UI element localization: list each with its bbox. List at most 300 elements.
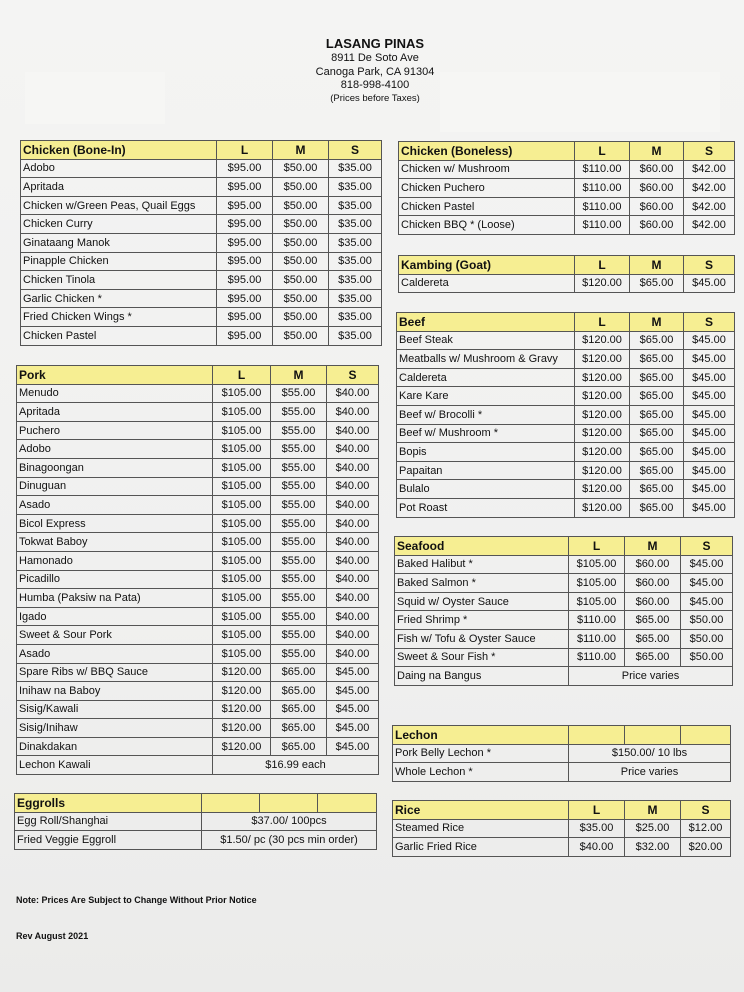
- price-large: $120.00: [213, 700, 271, 719]
- menu-item-row: [17, 551, 379, 570]
- price-medium: $50.00: [273, 326, 329, 345]
- item-name: Beef w/ Brocolli *: [397, 405, 575, 424]
- item-name: Daing na Bangus: [395, 667, 569, 686]
- price-large: $95.00: [217, 271, 273, 290]
- price-small: $40.00: [327, 626, 379, 645]
- menu-item-row: [17, 458, 379, 477]
- eggrolls-header-row: [15, 794, 377, 813]
- price-small: $45.00: [684, 461, 735, 480]
- item-name: Igado: [17, 607, 213, 626]
- price-large: $95.00: [217, 233, 273, 252]
- menu-item-row: [393, 763, 731, 782]
- item-name: Picadillo: [17, 570, 213, 589]
- menu-item-row: [395, 611, 733, 630]
- price-large: $120.00: [575, 480, 630, 499]
- menu-item-row: [21, 215, 382, 234]
- price-medium: $55.00: [271, 421, 327, 440]
- price-medium: $55.00: [271, 440, 327, 459]
- menu-item-row: [17, 589, 379, 608]
- item-name: Chicken BBQ * (Loose): [399, 216, 575, 235]
- size-medium-label: M: [630, 256, 684, 275]
- size-large-label: L: [217, 141, 273, 160]
- size-small-label: S: [684, 313, 735, 332]
- lechon-title: Lechon: [393, 726, 569, 745]
- price-medium: $50.00: [273, 215, 329, 234]
- item-name: Pinapple Chicken: [21, 252, 217, 271]
- menu-item-row: [21, 159, 382, 178]
- lechon-table: [392, 725, 731, 782]
- item-price: Price varies: [569, 763, 731, 782]
- price-large: $105.00: [213, 440, 271, 459]
- price-large: $110.00: [569, 648, 625, 667]
- item-name: Chicken Tinola: [21, 271, 217, 290]
- item-name: Kare Kare: [397, 387, 575, 406]
- menu-item-row: [395, 574, 733, 593]
- price-medium: $65.00: [630, 424, 684, 443]
- price-small: $40.00: [327, 514, 379, 533]
- price-medium: $55.00: [271, 384, 327, 403]
- menu-item-row: [21, 252, 382, 271]
- menu-item-row: [393, 838, 731, 857]
- menu-item-row: [17, 737, 379, 756]
- item-name: Caldereta: [397, 368, 575, 387]
- price-small: $42.00: [684, 216, 735, 235]
- size-medium-label: M: [630, 313, 684, 332]
- price-large: $120.00: [575, 498, 630, 517]
- item-name: Adobo: [17, 440, 213, 459]
- size-large-label: L: [213, 366, 271, 385]
- restaurant-name: LASANG PINAS: [325, 36, 425, 51]
- price-small: $35.00: [329, 289, 382, 308]
- pork-title: Pork: [17, 366, 213, 385]
- price-small: $35.00: [329, 196, 382, 215]
- price-small: $45.00: [684, 368, 735, 387]
- price-large: $110.00: [575, 160, 630, 179]
- seafood-title: Seafood: [395, 537, 569, 556]
- price-medium: $32.00: [625, 838, 681, 857]
- price-small: $45.00: [681, 555, 733, 574]
- item-name: Humba (Paksiw na Pata): [17, 589, 213, 608]
- price-large: $110.00: [569, 629, 625, 648]
- price-small: $45.00: [684, 387, 735, 406]
- price-medium: $55.00: [271, 626, 327, 645]
- price-medium: $55.00: [271, 570, 327, 589]
- menu-item-row: [21, 326, 382, 345]
- price-large: $35.00: [569, 819, 625, 838]
- price-medium: $65.00: [630, 461, 684, 480]
- lechon-header-row: [393, 726, 731, 745]
- price-large: $105.00: [213, 644, 271, 663]
- price-large: $95.00: [217, 159, 273, 178]
- price-large: $105.00: [213, 477, 271, 496]
- price-small: $45.00: [684, 480, 735, 499]
- menu-item-row: [395, 592, 733, 611]
- eggrolls-table: [14, 793, 377, 850]
- menu-item-row: [17, 514, 379, 533]
- item-name: Tokwat Baboy: [17, 533, 213, 552]
- size-large-label: L: [575, 142, 630, 161]
- price-large: $105.00: [213, 403, 271, 422]
- menu-item-row: [21, 271, 382, 290]
- item-name: Baked Salmon *: [395, 574, 569, 593]
- price-medium: $60.00: [630, 160, 684, 179]
- item-name: Lechon Kawali: [17, 756, 213, 775]
- price-small: $35.00: [329, 252, 382, 271]
- item-name: Whole Lechon *: [393, 763, 569, 782]
- seafood-table: [394, 536, 733, 686]
- price-medium: $60.00: [630, 179, 684, 198]
- item-price: $150.00/ 10 lbs: [569, 744, 731, 763]
- item-name: Bicol Express: [17, 514, 213, 533]
- price-small: $35.00: [329, 215, 382, 234]
- price-large: $105.00: [213, 626, 271, 645]
- rice-title: Rice: [393, 801, 569, 820]
- item-name: Steamed Rice: [393, 819, 569, 838]
- price-small: $40.00: [327, 644, 379, 663]
- size-large-label: L: [575, 256, 630, 275]
- price-large: $105.00: [213, 458, 271, 477]
- price-medium: $65.00: [625, 648, 681, 667]
- item-name: Asado: [17, 644, 213, 663]
- menu-item-row: [15, 831, 377, 850]
- price-small: $45.00: [327, 719, 379, 738]
- price-large: $105.00: [213, 384, 271, 403]
- price-medium: $60.00: [625, 592, 681, 611]
- size-large-label: L: [575, 313, 630, 332]
- menu-item-row: [17, 626, 379, 645]
- price-medium: $55.00: [271, 551, 327, 570]
- price-medium: $65.00: [271, 663, 327, 682]
- pork-header-row: [17, 366, 379, 385]
- item-name: Beef w/ Mushroom *: [397, 424, 575, 443]
- price-large: $120.00: [575, 331, 630, 350]
- size-medium-label: M: [271, 366, 327, 385]
- item-name: Dinuguan: [17, 477, 213, 496]
- phone-number: 818-998-4100: [340, 79, 410, 91]
- price-change-note: Note: Prices Are Subject to Change Without Prior Notice: [16, 895, 257, 905]
- item-name: Spare Ribs w/ BBQ Sauce: [17, 663, 213, 682]
- item-name: Hamonado: [17, 551, 213, 570]
- tax-note: (Prices before Taxes): [330, 92, 420, 104]
- price-small: $45.00: [327, 700, 379, 719]
- item-name: Garlic Fried Rice: [393, 838, 569, 857]
- menu-item-row: [17, 403, 379, 422]
- menu-item-row: [17, 700, 379, 719]
- price-small: $45.00: [684, 443, 735, 462]
- menu-item-row: [399, 160, 735, 179]
- menu-item-row: [397, 498, 735, 517]
- price-large: $120.00: [213, 663, 271, 682]
- price-large: $95.00: [217, 178, 273, 197]
- price-small: $45.00: [684, 424, 735, 443]
- menu-item-row: [399, 197, 735, 216]
- price-small: $45.00: [684, 498, 735, 517]
- price-small: $45.00: [327, 682, 379, 701]
- menu-item-row: [397, 405, 735, 424]
- price-medium: $60.00: [625, 574, 681, 593]
- price-medium: $50.00: [273, 289, 329, 308]
- beef-title: Beef: [397, 313, 575, 332]
- price-large: $40.00: [569, 838, 625, 857]
- seafood-header-row: [395, 537, 733, 556]
- price-medium: $55.00: [271, 644, 327, 663]
- size-small-label: S: [681, 537, 733, 556]
- beef-table: [396, 312, 735, 518]
- item-name: Adobo: [21, 159, 217, 178]
- menu-item-row: [395, 555, 733, 574]
- price-large: $120.00: [575, 443, 630, 462]
- item-name: Meatballs w/ Mushroom & Gravy: [397, 350, 575, 369]
- size-medium-label: M: [625, 801, 681, 820]
- price-large: $120.00: [213, 719, 271, 738]
- item-name: Pork Belly Lechon *: [393, 744, 569, 763]
- price-large: $110.00: [575, 197, 630, 216]
- price-small: $40.00: [327, 384, 379, 403]
- price-small: $40.00: [327, 403, 379, 422]
- blank-cell: [569, 726, 625, 745]
- menu-item-row: [17, 756, 379, 775]
- menu-item-row: [393, 744, 731, 763]
- blank-cell: [202, 794, 260, 813]
- menu-item-row: [15, 812, 377, 831]
- menu-item-row: [21, 196, 382, 215]
- price-large: $105.00: [213, 589, 271, 608]
- item-name: Chicken Pastel: [399, 197, 575, 216]
- price-small: $35.00: [329, 308, 382, 327]
- price-medium: $50.00: [273, 252, 329, 271]
- price-small: $40.00: [327, 440, 379, 459]
- chicken-bone-in-header-row: [21, 141, 382, 160]
- item-price: Price varies: [569, 667, 733, 686]
- price-medium: $60.00: [630, 216, 684, 235]
- item-name: Asado: [17, 496, 213, 515]
- price-medium: $50.00: [273, 196, 329, 215]
- price-small: $42.00: [684, 179, 735, 198]
- price-medium: $55.00: [271, 477, 327, 496]
- price-large: $95.00: [217, 215, 273, 234]
- price-large: $120.00: [575, 461, 630, 480]
- size-medium-label: M: [273, 141, 329, 160]
- item-name: Sweet & Sour Fish *: [395, 648, 569, 667]
- price-medium: $25.00: [625, 819, 681, 838]
- menu-item-row: [21, 308, 382, 327]
- menu-item-row: [21, 289, 382, 308]
- price-medium: $55.00: [271, 533, 327, 552]
- menu-item-row: [397, 461, 735, 480]
- item-name: Beef Steak: [397, 331, 575, 350]
- price-small: $40.00: [327, 421, 379, 440]
- price-large: $95.00: [217, 308, 273, 327]
- price-small: $20.00: [681, 838, 731, 857]
- item-name: Ginataang Manok: [21, 233, 217, 252]
- price-small: $45.00: [681, 592, 733, 611]
- price-large: $95.00: [217, 326, 273, 345]
- item-name: Caldereta: [399, 274, 575, 293]
- price-medium: $65.00: [625, 611, 681, 630]
- price-medium: $55.00: [271, 514, 327, 533]
- price-small: $50.00: [681, 629, 733, 648]
- menu-item-row: [399, 274, 735, 293]
- chicken-bone-in-title: Chicken (Bone-In): [21, 141, 217, 160]
- price-large: $105.00: [213, 570, 271, 589]
- menu-item-row: [17, 440, 379, 459]
- menu-item-row: [17, 421, 379, 440]
- blank-cell: [318, 794, 377, 813]
- item-name: Chicken Pastel: [21, 326, 217, 345]
- price-small: $50.00: [681, 648, 733, 667]
- size-medium-label: M: [625, 537, 681, 556]
- item-name: Fried Shrimp *: [395, 611, 569, 630]
- item-name: Pot Roast: [397, 498, 575, 517]
- menu-item-row: [17, 663, 379, 682]
- price-large: $105.00: [213, 496, 271, 515]
- item-name: Bopis: [397, 443, 575, 462]
- menu-item-row: [397, 350, 735, 369]
- price-medium: $65.00: [271, 700, 327, 719]
- rice-header-row: [393, 801, 731, 820]
- menu-item-row: [17, 719, 379, 738]
- menu-item-row: [17, 533, 379, 552]
- price-large: $120.00: [575, 424, 630, 443]
- price-small: $40.00: [327, 607, 379, 626]
- price-medium: $65.00: [630, 387, 684, 406]
- item-name: Sweet & Sour Pork: [17, 626, 213, 645]
- price-large: $120.00: [575, 350, 630, 369]
- item-name: Chicken w/ Mushroom: [399, 160, 575, 179]
- item-name: Inihaw na Baboy: [17, 682, 213, 701]
- price-large: $95.00: [217, 289, 273, 308]
- rice-table: [392, 800, 731, 857]
- price-small: $35.00: [329, 233, 382, 252]
- price-small: $45.00: [684, 274, 735, 293]
- price-medium: $65.00: [630, 480, 684, 499]
- price-large: $105.00: [569, 592, 625, 611]
- price-small: $40.00: [327, 496, 379, 515]
- item-name: Menudo: [17, 384, 213, 403]
- price-large: $105.00: [569, 574, 625, 593]
- menu-item-row: [397, 443, 735, 462]
- menu-item-row: [397, 387, 735, 406]
- price-small: $40.00: [327, 533, 379, 552]
- price-large: $110.00: [575, 179, 630, 198]
- beef-header-row: [397, 313, 735, 332]
- size-small-label: S: [684, 142, 735, 161]
- address-street: 8911 De Soto Ave: [331, 52, 419, 64]
- item-name: Egg Roll/Shanghai: [15, 812, 202, 831]
- price-small: $40.00: [327, 589, 379, 608]
- price-medium: $65.00: [630, 498, 684, 517]
- menu-item-row: [397, 331, 735, 350]
- size-large-label: L: [569, 537, 625, 556]
- price-small: $45.00: [681, 574, 733, 593]
- item-price: $1.50/ pc (30 pcs min order): [202, 831, 377, 850]
- blank-cell: [260, 794, 318, 813]
- price-medium: $50.00: [273, 308, 329, 327]
- menu-item-row: [17, 496, 379, 515]
- price-small: $35.00: [329, 159, 382, 178]
- menu-item-row: [17, 607, 379, 626]
- item-name: Apritada: [17, 403, 213, 422]
- bleed-through: [25, 72, 165, 124]
- price-medium: $55.00: [271, 496, 327, 515]
- chicken-boneless-title: Chicken (Boneless): [399, 142, 575, 161]
- price-medium: $65.00: [630, 274, 684, 293]
- item-name: Fried Veggie Eggroll: [15, 831, 202, 850]
- price-large: $105.00: [213, 607, 271, 626]
- price-medium: $65.00: [630, 368, 684, 387]
- menu-item-row: [399, 216, 735, 235]
- menu-item-row: [393, 819, 731, 838]
- price-small: $40.00: [327, 551, 379, 570]
- size-medium-label: M: [630, 142, 684, 161]
- price-large: $120.00: [575, 387, 630, 406]
- price-small: $42.00: [684, 160, 735, 179]
- price-small: $50.00: [681, 611, 733, 630]
- item-name: Fried Chicken Wings *: [21, 308, 217, 327]
- price-small: $35.00: [329, 178, 382, 197]
- price-medium: $65.00: [271, 719, 327, 738]
- price-medium: $60.00: [625, 555, 681, 574]
- blank-cell: [681, 726, 731, 745]
- price-medium: $55.00: [271, 403, 327, 422]
- menu-item-row: [397, 424, 735, 443]
- price-medium: $65.00: [630, 443, 684, 462]
- kambing-header-row: [399, 256, 735, 275]
- item-name: Binagoongan: [17, 458, 213, 477]
- price-large: $110.00: [569, 611, 625, 630]
- price-small: $45.00: [327, 663, 379, 682]
- price-large: $105.00: [213, 421, 271, 440]
- item-price: $37.00/ 100pcs: [202, 812, 377, 831]
- menu-item-row: [17, 384, 379, 403]
- item-name: Baked Halibut *: [395, 555, 569, 574]
- menu-item-row: [17, 477, 379, 496]
- size-large-label: L: [569, 801, 625, 820]
- price-small: $42.00: [684, 197, 735, 216]
- item-name: Dinakdakan: [17, 737, 213, 756]
- price-medium: $65.00: [630, 331, 684, 350]
- price-medium: $50.00: [273, 271, 329, 290]
- kambing-table: [398, 255, 735, 293]
- pork-table: [16, 365, 379, 775]
- item-name: Bulalo: [397, 480, 575, 499]
- price-medium: $55.00: [271, 607, 327, 626]
- size-small-label: S: [684, 256, 735, 275]
- price-medium: $65.00: [271, 737, 327, 756]
- address-city: Canoga Park, CA 91304: [315, 65, 435, 78]
- price-large: $105.00: [569, 555, 625, 574]
- price-small: $45.00: [684, 405, 735, 424]
- item-name: Chicken w/Green Peas, Quail Eggs: [21, 196, 217, 215]
- price-medium: $50.00: [273, 233, 329, 252]
- price-medium: $65.00: [630, 405, 684, 424]
- price-small: $40.00: [327, 477, 379, 496]
- item-name: Papaitan: [397, 461, 575, 480]
- price-large: $120.00: [575, 405, 630, 424]
- menu-item-row: [395, 667, 733, 686]
- price-large: $120.00: [575, 274, 630, 293]
- menu-header: [250, 36, 500, 105]
- item-name: Chicken Curry: [21, 215, 217, 234]
- price-medium: $60.00: [630, 197, 684, 216]
- price-medium: $50.00: [273, 178, 329, 197]
- item-name: Sisig/Inihaw: [17, 719, 213, 738]
- item-name: Sisig/Kawali: [17, 700, 213, 719]
- item-name: Puchero: [17, 421, 213, 440]
- price-medium: $50.00: [273, 159, 329, 178]
- item-name: Garlic Chicken *: [21, 289, 217, 308]
- item-name: Squid w/ Oyster Sauce: [395, 592, 569, 611]
